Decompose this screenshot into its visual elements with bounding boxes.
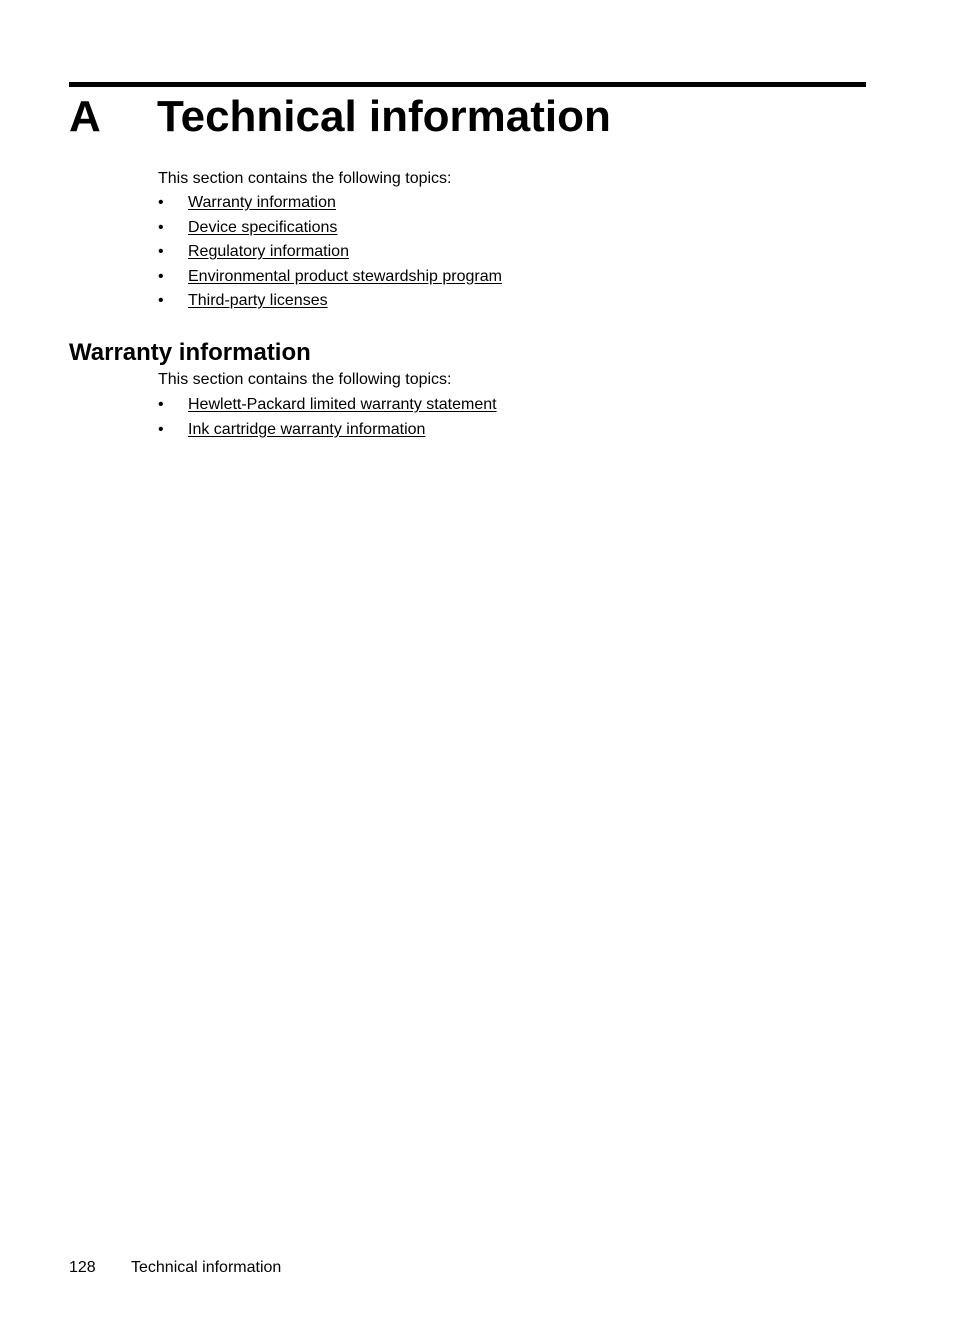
- link-regulatory-information[interactable]: Regulatory information: [188, 243, 349, 260]
- link-third-party-licenses[interactable]: Third-party licenses: [188, 292, 328, 309]
- chapter-top-rule: [69, 82, 866, 87]
- footer-page-number: 128: [69, 1259, 96, 1276]
- link-warranty-information[interactable]: Warranty information: [188, 194, 336, 211]
- footer-title: Technical information: [131, 1259, 282, 1276]
- section-heading-warranty: Warranty information: [69, 339, 311, 366]
- bullet-icon: •: [158, 194, 164, 211]
- warranty-intro-text: This section contains the following topics:: [158, 371, 452, 388]
- bullet-icon: •: [158, 396, 164, 413]
- link-ink-cartridge-warranty[interactable]: Ink cartridge warranty information: [188, 420, 426, 438]
- bullet-icon: •: [158, 243, 164, 260]
- bullet-icon: •: [158, 292, 164, 309]
- bullet-icon: •: [158, 420, 164, 438]
- chapter-title: Technical information: [157, 92, 611, 141]
- bullet-icon: •: [158, 218, 164, 236]
- chapter-letter: A: [69, 92, 101, 141]
- link-environmental-program[interactable]: Environmental product stewardship program: [188, 267, 502, 285]
- bullet-icon: •: [158, 267, 164, 285]
- link-device-specifications[interactable]: Device specifications: [188, 218, 338, 236]
- link-hp-limited-warranty[interactable]: Hewlett-Packard limited warranty statement: [188, 396, 497, 413]
- chapter-intro-text: This section contains the following topics:: [158, 170, 452, 187]
